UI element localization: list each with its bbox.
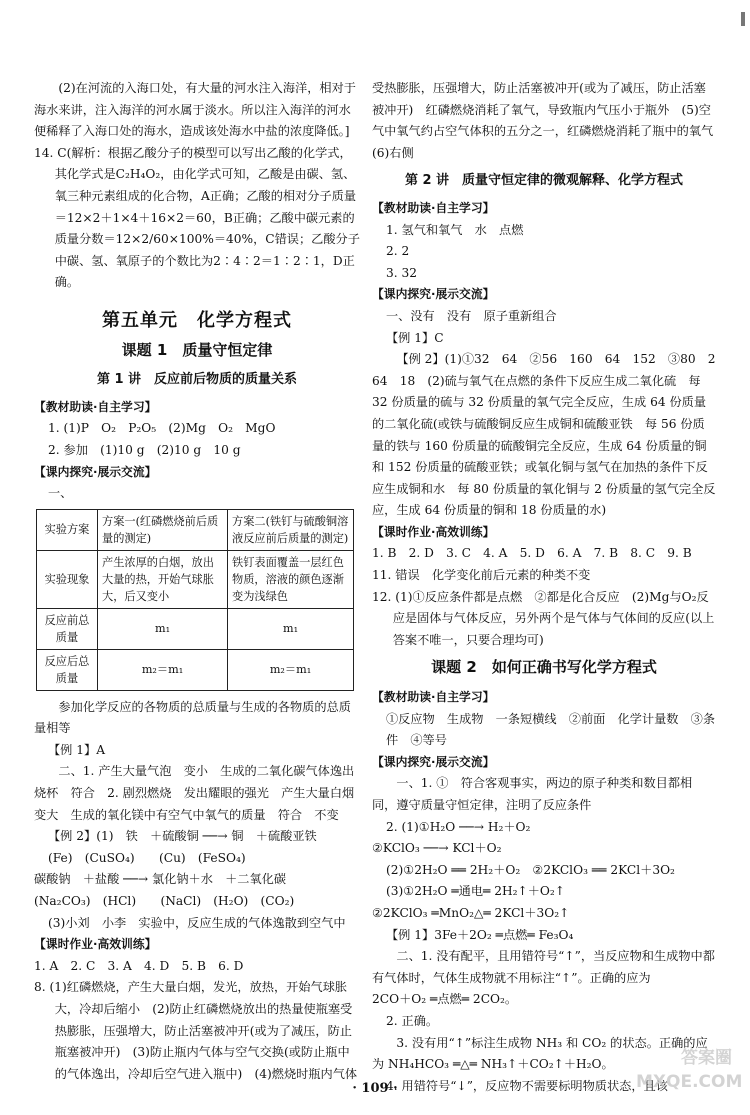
answer-line: 2. 参加 (1)10 g (2)10 g 10 g <box>48 442 241 457</box>
example-label: 【例 1】C <box>386 330 444 345</box>
equation-line: 碳酸钠 ＋盐酸 ──→ 氯化钠＋水 ＋二氧化碳 <box>34 872 287 887</box>
table-row <box>37 649 354 690</box>
answer-line: 二、1. 产生大量气泡 变小 生成的二氧化碳气体逸出烧杯 符合 2. 剧烈燃烧 发出耀眼的强光 产生大量白烟 变大 生成的氧化镁中有空气中氧气的质量 符合 不变 <box>34 764 367 822</box>
equation-line: (3)①2H₂O ═通电═ 2H₂↑＋O₂↑ <box>386 884 566 899</box>
section-tag-textbook: 【教材助读·自主学习】 <box>372 200 495 215</box>
example-label: 【例 1】3Fe＋2O₂ ═点燃═ Fe₃O₄ <box>386 927 574 942</box>
table-cell: 方案二(铁钉与硫酸铜溶液反应前后质量的测定) <box>228 509 354 550</box>
page-number: · 109 · <box>352 1081 398 1096</box>
answer-line: (3)小刘 小李 实验中，反应生成的气体逸散到空气中 <box>48 915 346 930</box>
answer-line: 【例 2】(1)①32 64 ②56 160 64 152 ③80 2 64 18 (2)硫与氧气在点燃的条件下反应生成二氧化硫 每 32 份质量的硫与 32 份质量的氧气完全反应，生成 64 份质量的二氧化硫(或铁与硫酸铜反应生成铜和硫酸亚铁 每 56 份质量的铁与 160 份质量的硫酸铜完全反应，生成 64 份质量的铜和 152 份质量的硫酸亚铁；或氧化铜与氢气在加热的条件下反应生成铜和水 每 80 份质量的氧化铜与 2 份质量的氢气完全反应，生成 64 份质量的铜和 18 份质量的水) <box>372 352 728 518</box>
answer-line: ①反应物 生成物 一条短横线 ②前面 化学计量数 ③条件 ④等号 <box>386 711 716 748</box>
table-header-cell: 实验现象 <box>37 550 98 608</box>
table-header-cell: 反应前总质量 <box>37 608 98 649</box>
equation-line: 2. (1)①H₂O ──→ H₂＋O₂ <box>386 819 531 834</box>
section-tag-homework: 【课时作业·高效训练】 <box>34 937 157 952</box>
answer-14-text: 14. C(解析：根据乙酸分子的模型可以写出乙酸的化学式，其化学式是C₂H₄O₂，由化学式可知，乙酸是由碳、氢、氧三种元素组成的化合物，A正确；乙酸的相对分子质量＝12×2＋1×4＋16×2＝60，B正确；乙酸中碳元素的质量分数＝12×2/60×100%＝40%，C错误；乙酸分子中碳、氢、氧原子的个数比为2∶4∶2＝1∶2∶1，D正确。 <box>34 145 360 290</box>
answer-line: 1. B 2. D 3. C 4. A 5. D 6. A 7. B 8. C 9. B <box>372 546 692 561</box>
equation-line: (Fe) (CuSO₄) (Cu) (FeSO₄) <box>48 850 246 865</box>
equation-line: 2CO＋O₂ ═点燃═ 2CO₂。 <box>372 992 518 1007</box>
answer-line: 受热膨胀，压强增大，防止活塞被冲开(或为了减压，防止活塞被冲开) 红磷燃烧消耗了氧气，导致瓶内气压小于瓶外 (5)空气中氧气约占空气体积的五分之一，红磷燃烧消耗了瓶中的氧气 (6)右侧 <box>372 81 726 160</box>
answer-line: 3. 没有用“↑”标注生成物 NH₃ 和 CO₂ 的状态。正确的应为 NH₄HCO₃ ═△═ NH₃↑＋CO₂↑＋H₂O。 <box>372 1035 708 1072</box>
example-label: 【例 1】A <box>48 742 105 757</box>
lecture-2-title: 第 2 讲 质量守恒定律的微观解释、化学方程式 <box>404 173 684 189</box>
watermark-logo: 答案圈 MXQE.COM <box>636 1048 743 1092</box>
answer-14-2-text: (2)在河流的入海口处，有大量的河水注入海洋，相对于海水来讲，注入海洋的河水属于淡水。所以注入海洋的河水便稀释了入海口处的海水，造成该处海水中盐的浓度降低。] <box>34 81 356 139</box>
section-tag-explore: 【课内探究·展示交流】 <box>372 287 495 302</box>
equation-line: (Na₂CO₃) (HCl) (NaCl) (H₂O) (CO₂) <box>34 894 295 909</box>
answer-line: 1. A 2. C 3. A 4. D 5. B 6. D <box>34 958 244 973</box>
lesson-1-title: 课题 1 质量守恒定律 <box>121 340 273 359</box>
table-row <box>37 509 354 550</box>
table-cell: m₂＝m₁ <box>228 649 354 690</box>
table-cell: 产生浓厚的白烟，放出大量的热，开始气球胀大，后又变小 <box>98 550 228 608</box>
answer-line: 二、1. 没有配平，且用错符号“↑”，当反应物和生成物中都有气体时，气体生成物就不用标注“↑”。正确的应为 <box>372 949 715 985</box>
table-cell: m₂＝m₁ <box>98 649 228 690</box>
section-tag-textbook: 【教材助读·自主学习】 <box>34 399 157 414</box>
equation-line: ②KClO₃ ──→ KCl＋O₂ <box>372 841 502 856</box>
experiment-table <box>36 509 354 691</box>
answer-line: 参加化学反应的各物质的总质量与生成的各物质的总质量相等 <box>34 699 351 736</box>
answer-line: 2. 正确。 <box>386 1013 439 1028</box>
answer-line: 3. 32 <box>386 265 418 280</box>
table-row <box>37 608 354 649</box>
section-tag-textbook: 【教材助读·自主学习】 <box>372 690 495 705</box>
equation-line: ②2KClO₃ ═MnO₂△═ 2KCl＋3O₂↑ <box>372 905 570 920</box>
answer-line: 12. (1)①反应条件都是点燃 ②都是化合反应 (2)Mg与O₂反应是固体与气体反应，另外两个是气体与气体间的反应(以上答案不唯一，只要合理均可) <box>372 589 715 647</box>
table-cell: m₁ <box>98 608 228 649</box>
lesson-2-title: 课题 2 如何正确书写化学方程式 <box>431 658 657 677</box>
answer-line: 8. (1)红磷燃烧，产生大量白烟，发光，放热，开始气球胀大，冷却后缩小 (2)防止红磷燃烧放出的热量使瓶塞受热膨胀，压强增大，防止活塞被冲开(或为了减压，防止瓶塞被冲开) (3)防止瓶内气体与空气交换(或防止瓶中的气体逸出，冷却后空气进入瓶中) (4)燃烧时瓶内气体 <box>34 980 358 1081</box>
table-header-cell: 实验方案 <box>37 509 98 550</box>
left-column <box>34 78 367 1085</box>
table-cell: 方案一(红磷燃烧前后质量的测定) <box>98 509 228 550</box>
answer-line: 11. 错误 化学变化前后元素的种类不变 <box>372 568 591 583</box>
edge-mark <box>741 12 745 26</box>
table-header-cell: 反应后总质量 <box>37 649 98 690</box>
section-tag-explore: 【课内探究·展示交流】 <box>372 754 495 769</box>
answer-line: 4. 用错符号“↓”，反应物不需要标明物质状态，且该 <box>386 1078 668 1093</box>
answer-line: 1. (1)P O₂ P₂O₅ (2)Mg O₂ MgO <box>48 421 276 436</box>
right-column <box>372 78 728 1097</box>
table-cell: m₁ <box>228 608 354 649</box>
answer-line: 2. 2 <box>386 244 410 259</box>
section-tag-homework: 【课时作业·高效训练】 <box>372 524 495 539</box>
equation-line: (2)①2H₂O ══ 2H₂＋O₂ ②2KClO₃ ══ 2KCl＋3O₂ <box>386 862 675 877</box>
table-row <box>37 550 354 608</box>
answer-line: 一、没有 没有 原子重新组合 <box>386 308 557 323</box>
unit-title: 第五单元 化学方程式 <box>102 309 292 331</box>
answer-line: 1. 氢气和氧气 水 点燃 <box>386 222 524 237</box>
section-tag-explore: 【课内探究·展示交流】 <box>34 464 157 479</box>
table-cell: 铁钉表面覆盖一层红色物质，溶液的颜色逐渐变为浅绿色 <box>228 550 354 608</box>
answer-line: 一、 <box>48 486 73 501</box>
answer-line: 一、1. ① 符合客观事实，两边的原子种类和数目都相同，遵守质量守恒定律，注明了反应条件 <box>372 776 693 812</box>
equation-line: 【例 2】(1) 铁 ＋硫酸铜 ──→ 铜 ＋硫酸亚铁 <box>48 829 317 844</box>
lecture-1-title: 第 1 讲 反应前后物质的质量关系 <box>96 372 298 388</box>
